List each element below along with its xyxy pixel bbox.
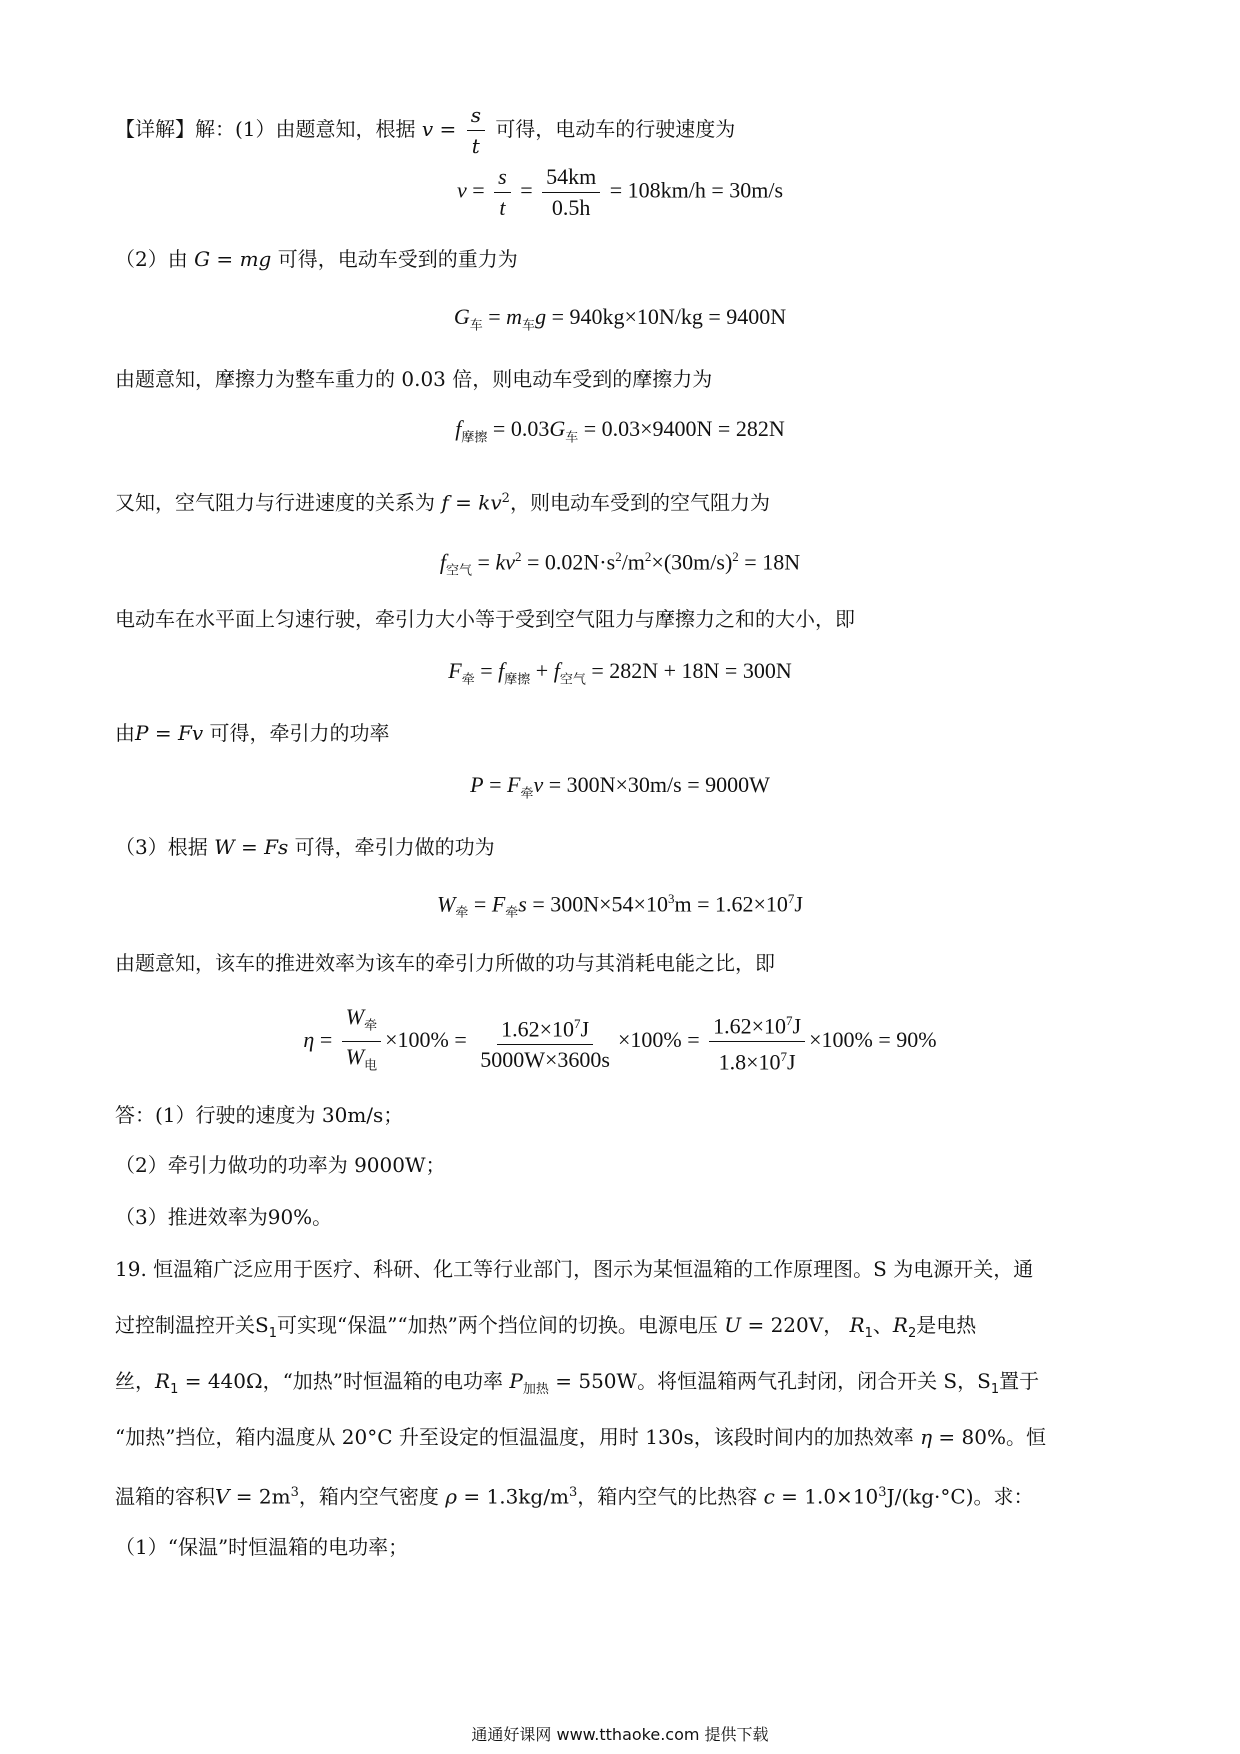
text-line: 由题意知，摩擦力为整车重力的 0.03 倍，则电动车受到的摩擦力为: [115, 367, 713, 391]
equation-velocity: v = $\frac{s}{t}$ = $\frac{54km}{0.5h}$ = 108km/h = 30m/s: [456, 164, 784, 220]
equation-work: $W_牵 = F_牵s = 300N\times 54\times 10^3m = 1.62\times 10^7J$: [437, 891, 803, 921]
question-19-line-2: 过控制温控开关$S_1$可实现“保温”“加热”两个挡位间的切换。电源电压 U = 220V， $R_1$、$R_2$是电热: [115, 1313, 977, 1341]
equation-traction: $F_牵 = f_{摩擦} + f_{空气} = 282N + 18N = 300N$: [448, 658, 792, 688]
text-line: 又知，空气阻力与行进速度的关系为 $f = kv^2$，则电动车受到的空气阻力为: [115, 490, 770, 515]
page-footer: 通通好课网 www.tthaoke.com 提供下载: [471, 1725, 769, 1744]
equation-power: $P = F_牵v = 300N\times 30m/s = 9000W$: [470, 772, 770, 802]
equation-air-resistance: $f_{空气} = kv^2 = 0.02N\cdot s^2/m^2\times(30m/s)^2 = 18N$: [439, 549, 801, 579]
equation-gravity: $G_车 = m_车g = 940kg\times 10N/kg = 9400N$: [453, 304, 787, 334]
answer-1: 答：(1）行驶的速度为 30m/s；: [115, 1103, 404, 1127]
answer-2: （2）牵引力做功的功率为 9000W；: [115, 1153, 446, 1177]
question-19-line-3: 丝，$R_1 = 440\Omega$，“加热”时恒温箱的电功率 $P_{加热} = 550W$。将恒温箱两气孔封闭，闭合开关 S，$S_1$置于: [115, 1369, 1040, 1397]
equation-efficiency: η = $\frac{W_牵}{W_电}$ ×100% = $\frac{1.62\times 10^7J}{5000W\times 3600s}$ ×100% = $\frac{1.62\times 10^7J}{1.8\times 10^7J}$ ×100% = 90%: [303, 1004, 937, 1075]
text-line: 由P = Fv 可得，牵引力的功率: [115, 721, 390, 745]
question-19-line-4: “加热”挡位，箱内温度从 20°C 升至设定的恒温温度，用时 130s，该段时间内的加热效率 η = 80%。恒: [115, 1425, 1046, 1449]
text-line: （3）根据 W = Fs 可得，牵引力做的功为: [115, 835, 495, 859]
question-19-line-1: 19. 恒温箱广泛应用于医疗、科研、化工等行业部门，图示为某恒温箱的工作原理图。S 为电源开关，通: [115, 1257, 1034, 1281]
equation-friction: $f_{摩擦} = 0.03G_车 = 0.03\times 9400N = 282N$: [455, 416, 785, 446]
question-19-line-5: 温箱的容积$V = 2m^3$，箱内空气密度 $\rho = 1.3kg/m^3$，箱内空气的比热容 $c = 1.0\times 10^3J/(kg\cdot^\circ C)$。求：: [115, 1484, 1034, 1509]
text-line: 【详解】解：(1）由题意知，根据 v = $\frac{s}{t}$ 可得，电动车的行驶速度为: [115, 100, 1140, 161]
question-19-line-6: （1）“保温”时恒温箱的电功率；: [115, 1535, 409, 1559]
fraction: $\frac{s}{t}$: [467, 100, 485, 161]
text-line: 由题意知，该车的推进效率为该车的牵引力所做的功与其消耗电能之比，即: [115, 951, 775, 975]
answer-3: （3）推进效率为90%。: [115, 1205, 333, 1229]
text-line: （2）由 G = mg 可得，电动车受到的重力为: [115, 247, 518, 271]
text-line: 电动车在水平面上匀速行驶，牵引力大小等于受到空气阻力与摩擦力之和的大小，即: [115, 607, 855, 631]
